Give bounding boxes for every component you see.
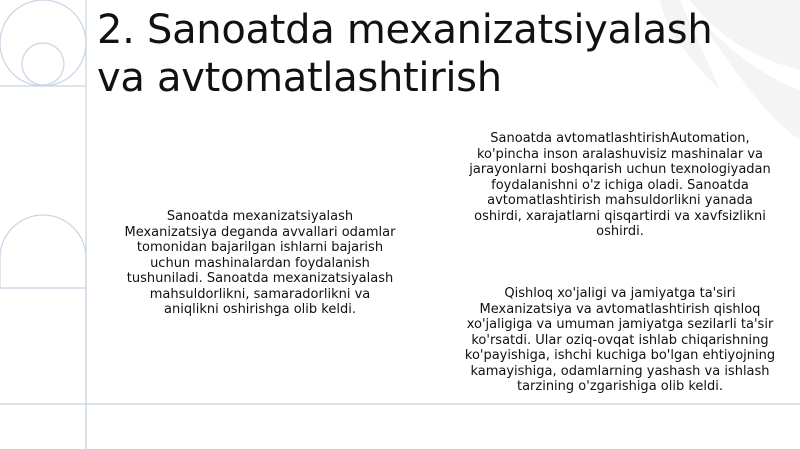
paragraph-line: oshirdi. bbox=[596, 224, 644, 239]
slide-title bbox=[97, 6, 787, 102]
deco-arch-left bbox=[0, 215, 86, 449]
paragraph-line: aniqlikni oshirishga olib keldi. bbox=[164, 302, 356, 317]
slide-title-line-1: 2. Sanoatda mexanizatsiyalash bbox=[97, 7, 713, 53]
paragraph-line: tarzining o'zgarishiga olib keldi. bbox=[516, 379, 724, 394]
paragraph-line: Qishloq xo'jaligi va jamiyatga ta'siri bbox=[504, 286, 736, 301]
paragraph-line: foydalanishni o'z ichiga oladi. Sanoatda bbox=[491, 177, 749, 193]
paragraph-line: uchun mashinalardan foydalanish bbox=[150, 255, 370, 271]
mechanization-paragraph bbox=[90, 209, 430, 318]
deco-circle-small bbox=[22, 43, 64, 85]
paragraph-line: ko'rsatdi. Ular oziq-ovqat ishlab chiqarishning bbox=[471, 332, 769, 348]
automation-paragraph bbox=[446, 131, 794, 240]
paragraph-line: tomonidan bajarilgan ishlarni bajarish bbox=[136, 240, 384, 255]
paragraph-line: Mexanizatsiya va avtomatlashtirish qishloq bbox=[479, 301, 761, 317]
impact-paragraph bbox=[446, 286, 794, 395]
slide-title-line-2: va avtomatlashtirish bbox=[97, 55, 502, 101]
paragraph-line: ko'pincha inson aralashuvisiz mashinalar va bbox=[476, 146, 764, 162]
paragraph-line: mahsuldorlikni, samaradorlikni va bbox=[149, 286, 371, 302]
paragraph-line: Sanoatda avtomatlashtirishAutomation, bbox=[490, 131, 750, 146]
paragraph-line: Mexanizatsiya deganda avvallari odamlar bbox=[124, 224, 396, 240]
paragraph-line: xo'jaligiga va umuman jamiyatga sezilarli ta'sir bbox=[466, 317, 774, 332]
paragraph-line: Sanoatda mexanizatsiyalash bbox=[166, 209, 354, 224]
paragraph-line: kamayishiga, odamlarning yashash va ishlash bbox=[470, 363, 770, 379]
paragraph-line: jarayonlarni boshqarish uchun texnologiyadan bbox=[469, 162, 771, 177]
paragraph-line: tushuniladi. Sanoatda mexanizatsiyalash bbox=[126, 271, 394, 286]
paragraph-line: ko'payishiga, ishchi kuchiga bo'lgan ehtiyojning bbox=[464, 348, 776, 363]
paragraph-line: avtomatlashtirish mahsuldorlikni yanada bbox=[487, 193, 753, 208]
paragraph-line: oshirdi, xarajatlarni qisqartirdi va xavfsizlikni bbox=[474, 208, 766, 224]
